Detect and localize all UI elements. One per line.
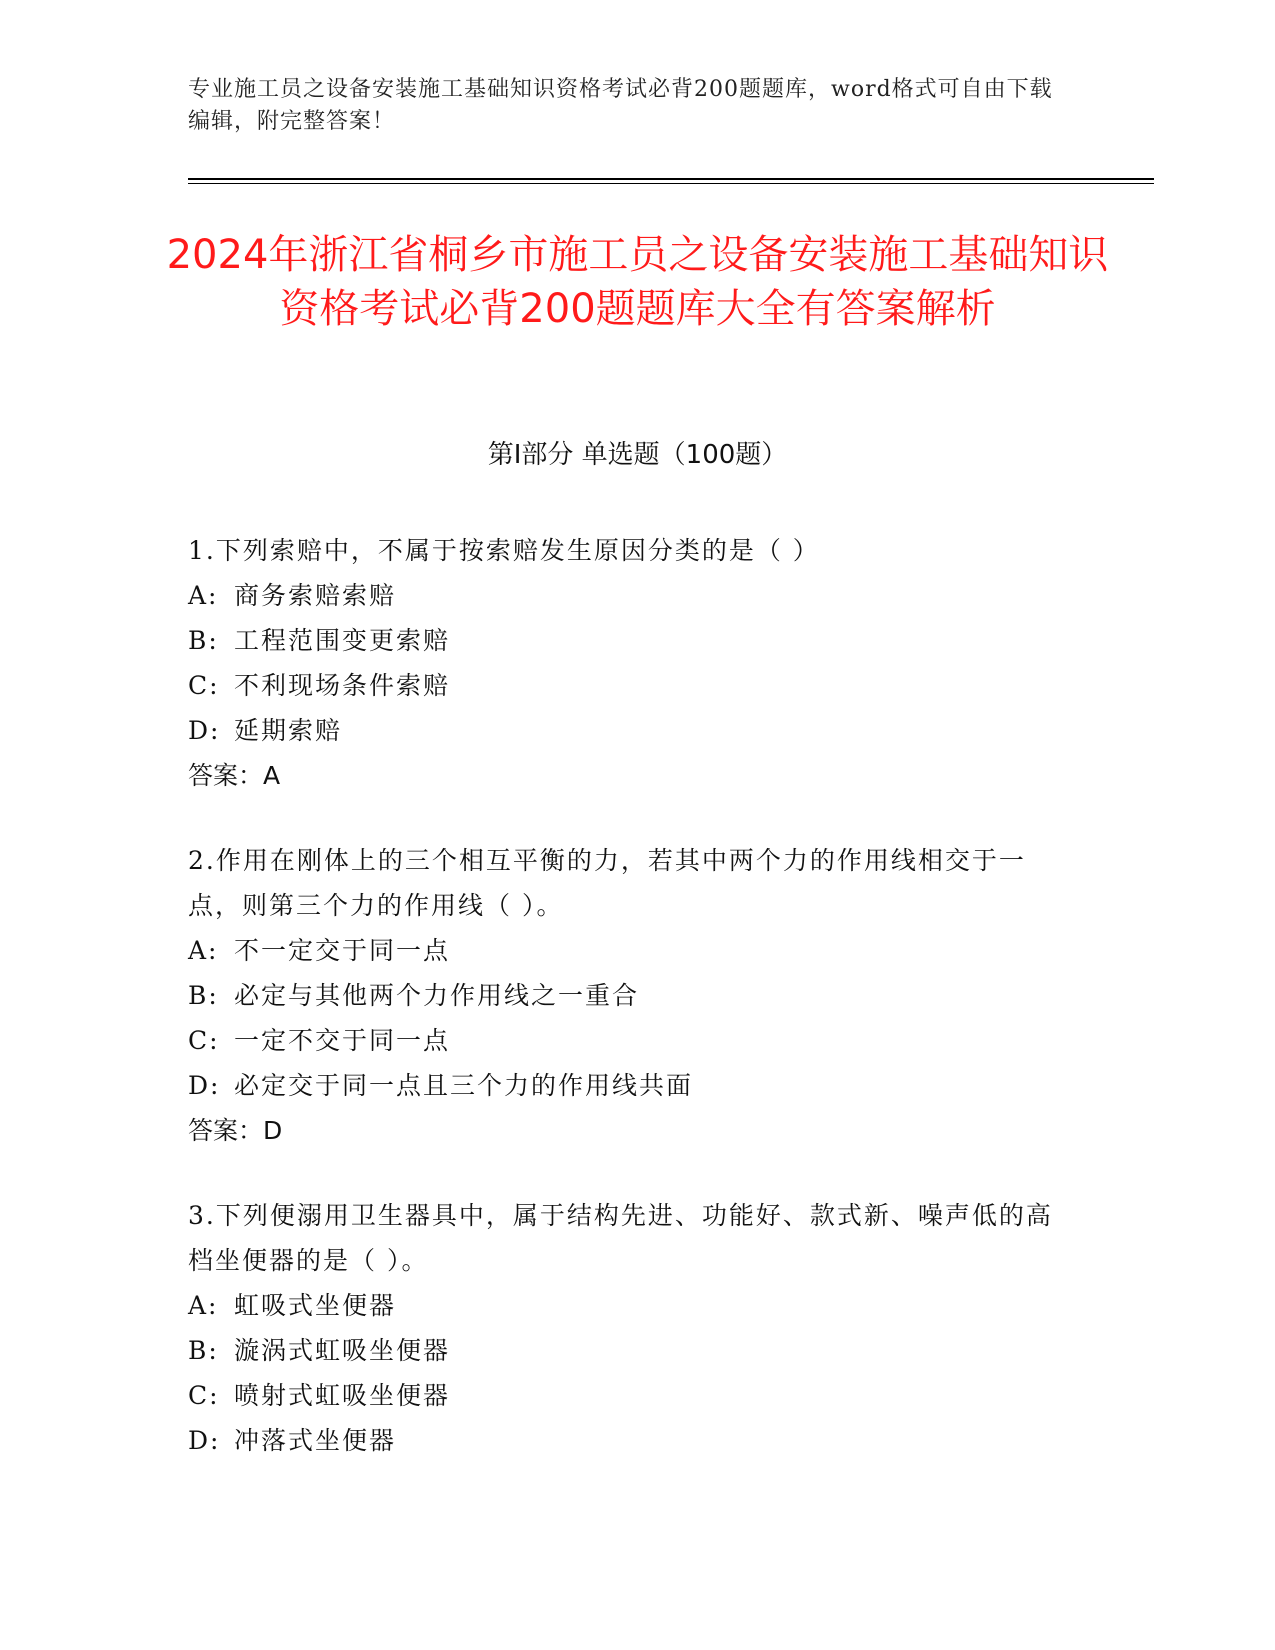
question-stem: 1.下列索赔中，不属于按索赔发生原因分类的是（ ）	[188, 536, 820, 565]
option-b	[188, 618, 1068, 663]
question-3	[188, 1193, 1068, 1463]
option-text: 喷射式虹吸坐便器	[234, 1381, 451, 1410]
document-title: 2024年浙江省桐乡市施工员之设备安装施工基础知识资格考试必背200题题库大全有答案解析	[166, 232, 1109, 332]
option-label: A:	[188, 581, 219, 610]
question-list	[188, 528, 1068, 1503]
option-text: 虹吸式坐便器	[234, 1291, 397, 1320]
option-text: 工程范围变更索赔	[234, 626, 451, 655]
option-text: 延期索赔	[234, 716, 343, 745]
answer-value: D	[263, 1116, 283, 1145]
answer-value: A	[263, 761, 281, 790]
option-c	[188, 663, 1068, 708]
option-d	[188, 708, 1068, 753]
option-label: B:	[188, 626, 219, 655]
option-label: C:	[188, 1026, 220, 1055]
option-text: 冲落式坐便器	[234, 1426, 397, 1455]
option-text: 不利现场条件索赔	[234, 671, 451, 700]
option-a	[188, 928, 1068, 973]
section-title: 第Ⅰ部分 单选题（100题）	[487, 440, 788, 470]
option-a	[188, 1283, 1068, 1328]
option-d	[188, 1063, 1068, 1108]
option-label: B:	[188, 1336, 219, 1365]
answer-line	[188, 753, 1068, 798]
answer-label: 答案：	[188, 1116, 264, 1145]
option-a	[188, 573, 1068, 618]
option-label: D:	[188, 1071, 221, 1100]
option-label: A:	[188, 936, 219, 965]
option-text: 漩涡式虹吸坐便器	[234, 1336, 451, 1365]
option-text: 不一定交于同一点	[234, 936, 451, 965]
option-b	[188, 1328, 1068, 1373]
option-label: A:	[188, 1291, 219, 1320]
option-d	[188, 1418, 1068, 1463]
option-c	[188, 1373, 1068, 1418]
answer-label: 答案：	[188, 761, 264, 790]
option-text: 一定不交于同一点	[234, 1026, 451, 1055]
question-stem: 2.作用在刚体上的三个相互平衡的力，若其中两个力的作用线相交于一点，则第三个力的作用线（ ）。	[188, 846, 1026, 920]
option-label: D:	[188, 1426, 221, 1455]
option-c	[188, 1018, 1068, 1063]
option-label: D:	[188, 716, 221, 745]
option-label: C:	[188, 671, 220, 700]
question-stem: 3.下列便溺用卫生器具中，属于结构先进、功能好、款式新、噪声低的高档坐便器的是（ ）。	[188, 1201, 1053, 1275]
question-2	[188, 838, 1068, 1153]
header-rule-thin	[188, 183, 1154, 184]
option-label: B:	[188, 981, 219, 1010]
option-text: 必定交于同一点且三个力的作用线共面	[234, 1071, 694, 1100]
answer-line	[188, 1108, 1068, 1153]
option-text: 必定与其他两个力作用线之一重合	[234, 981, 640, 1010]
header-rule-thick	[188, 178, 1154, 180]
option-b	[188, 973, 1068, 1018]
option-label: C:	[188, 1381, 220, 1410]
header-note: 专业施工员之设备安装施工基础知识资格考试必背200题题库，word格式可自由下载编辑，附完整答案！	[188, 77, 1053, 134]
question-1	[188, 528, 1068, 798]
option-text: 商务索赔索赔	[234, 581, 397, 610]
